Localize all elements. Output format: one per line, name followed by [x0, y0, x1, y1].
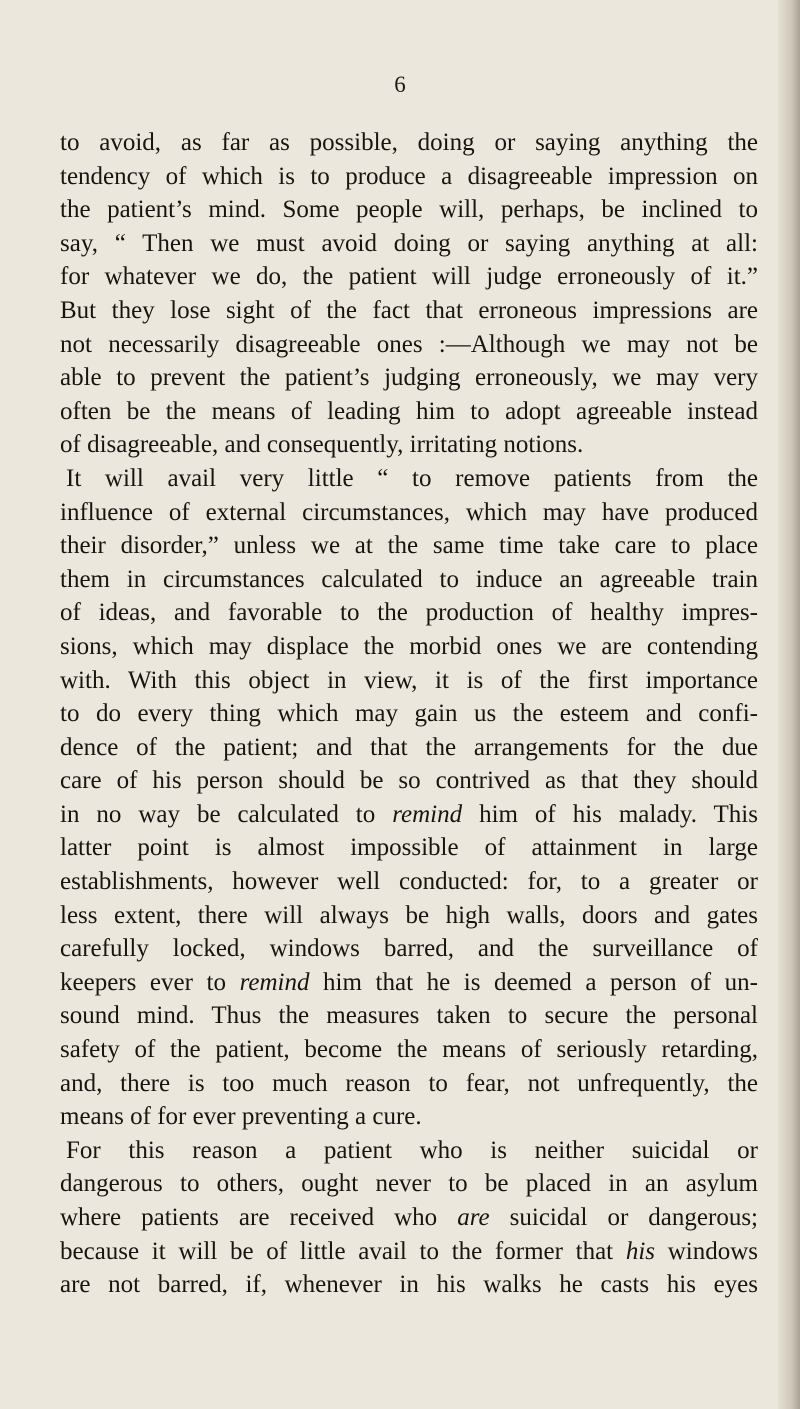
text-line: often be the means of leading him to adopt agreeable instead: [60, 397, 758, 425]
text-segment: suicidal or dangerous;: [489, 1204, 758, 1231]
text-line-with-italic: [60, 1201, 758, 1235]
text-line-with-italic: [60, 966, 758, 1000]
page-number: 6: [394, 72, 406, 97]
body-text: [60, 126, 758, 1302]
page-edge-shadow: [778, 0, 800, 1409]
text-line-with-italic: [60, 1235, 758, 1269]
text-line: less extent, there will always be high walls, doors and gates: [60, 901, 758, 929]
text-line: them in circumstances calculated to induce an agreeable train: [60, 565, 758, 593]
text-line: not necessarily disagreeable ones :—Although we may not be: [60, 330, 758, 358]
text-line: say, “ Then we must avoid doing or saying anything at all:: [60, 229, 758, 257]
text-line: safety of the patient, become the means of seriously retarding,: [60, 1036, 758, 1064]
text-line: influence of external circumstances, which may have produced: [60, 498, 758, 526]
text-line: able to prevent the patient’s judging erroneously, we may very: [60, 364, 758, 392]
text-segment: him of his malady. This: [462, 800, 758, 828]
paragraph-start-line: For this reason a patient who is neither suicidal or: [66, 1136, 758, 1164]
text-segment: him that he is deemed a person of un-: [309, 968, 758, 996]
text-line: of ideas, and favorable to the production of healthy impres-: [60, 599, 758, 627]
text-line: establishments, however well conducted: for, to a greater or: [60, 868, 758, 896]
text-line: dence of the patient; and that the arrangements for the due: [60, 733, 758, 761]
text-line: dangerous to others, ought never to be placed in an asylum: [60, 1170, 758, 1198]
italic-word: remind: [239, 968, 310, 996]
text-line: to avoid, as far as possible, doing or saying anything the: [60, 129, 758, 156]
text-line: tendency of which is to produce a disagreeable impression on: [60, 162, 758, 190]
text-line-with-italic: [60, 798, 758, 832]
text-line: the patient’s mind. Some people will, perhaps, be inclined to: [60, 196, 758, 224]
text-line: carefully locked, windows barred, and the surveillance of: [60, 935, 758, 963]
text-line: But they lose sight of the fact that erroneous impressions are: [60, 296, 758, 324]
italic-word: his: [625, 1237, 655, 1265]
text-line: means of for ever preventing a cure.: [60, 1103, 422, 1131]
text-line: sions, which may displace the morbid ones we are contending: [60, 632, 758, 660]
text-line: to do every thing which may gain us the esteem and confi-: [60, 700, 758, 728]
text-line: sound mind. Thus the measures taken to secure the personal: [60, 1002, 758, 1030]
text-line: of disagreeable, and consequently, irritating notions.: [60, 431, 584, 459]
text-segment: keepers ever to: [60, 968, 240, 996]
italic-word: remind: [392, 800, 463, 828]
paragraph-start-line: It will avail very little “ to remove patients from the: [66, 464, 758, 492]
text-line: and, there is too much reason to fear, not unfrequently, the: [60, 1069, 758, 1097]
text-segment: where patients are received who: [60, 1204, 458, 1231]
italic-word: are: [457, 1204, 490, 1231]
text-segment: in no way be calculated to: [60, 800, 393, 828]
text-line: for whatever we do, the patient will judge erroneously of it.”: [60, 263, 758, 291]
text-line: are not barred, if, whenever in his walks he casts his eyes: [60, 1271, 758, 1299]
text-line: latter point is almost impossible of attainment in large: [60, 834, 758, 862]
text-line: care of his person should be so contrived as that they should: [60, 767, 758, 795]
text-segment: because it will be of little avail to the former that: [60, 1237, 626, 1265]
text-segment: windows: [655, 1237, 758, 1265]
text-line: with. With this object in view, it is of the first importance: [60, 666, 758, 694]
text-line: their disorder,” unless we at the same time take care to place: [60, 532, 758, 560]
